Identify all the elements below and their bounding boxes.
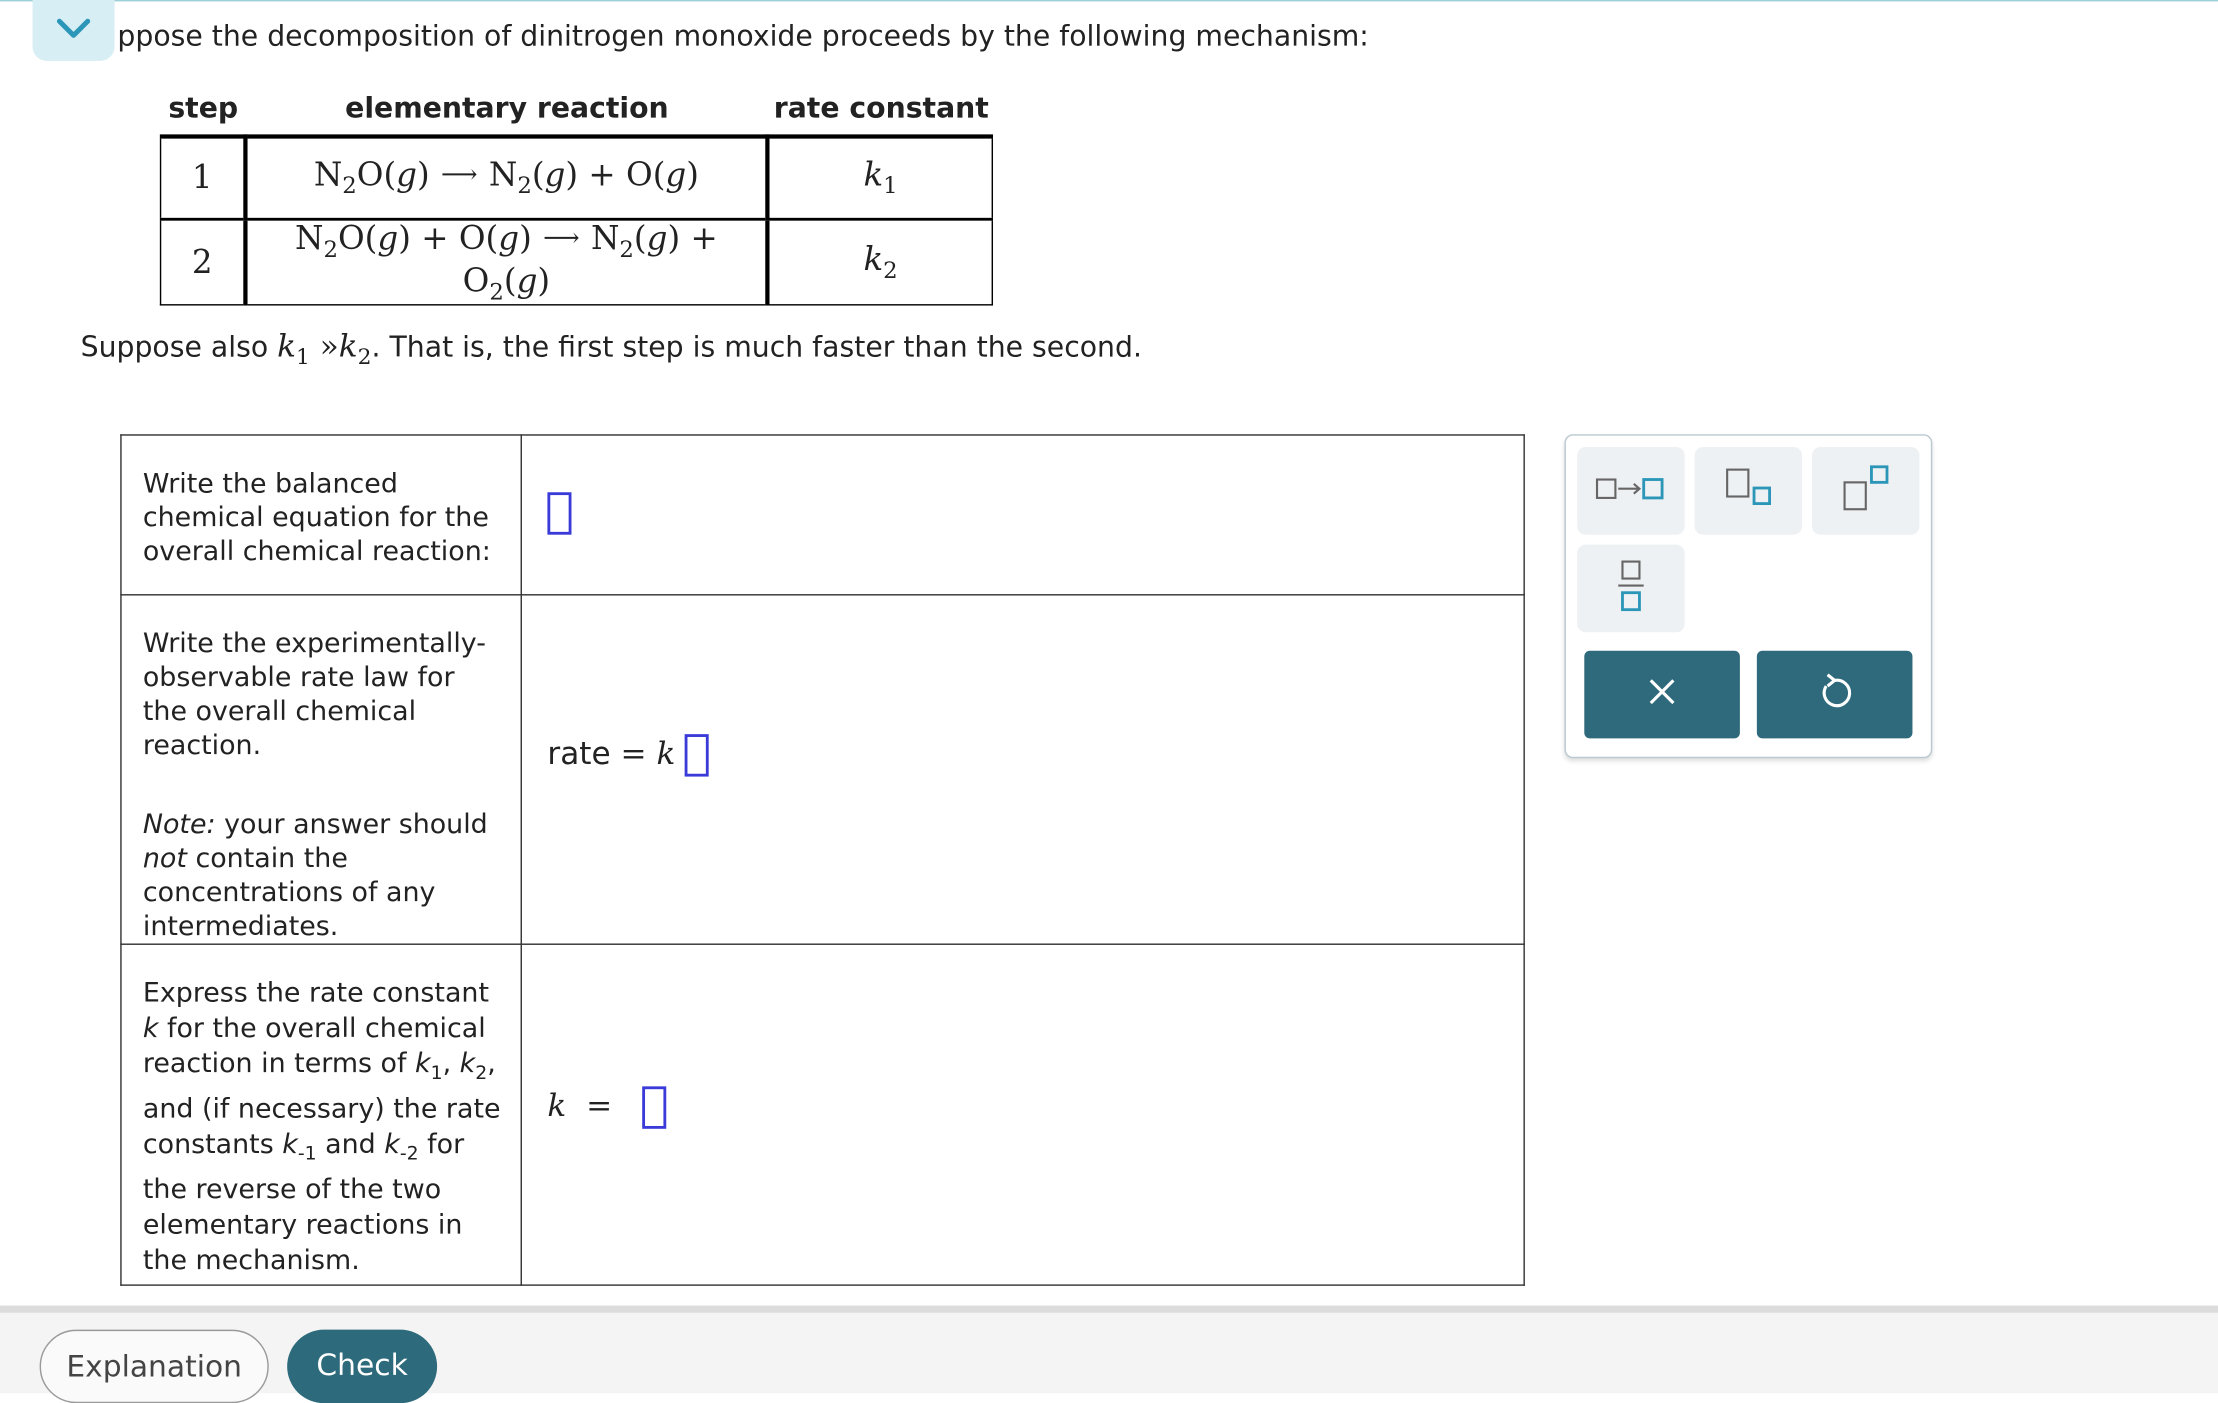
header-elementary-reaction: elementary reaction (345, 90, 669, 125)
rate-constant-k1: $k_1$ (767, 137, 992, 220)
top-border (0, 0, 2218, 1)
undo-icon (1757, 651, 1913, 739)
arrow-template-icon (1577, 447, 1685, 535)
fraction-template-icon (1577, 545, 1685, 633)
question-3-prompt: Express the rate constant k for the overall chemical reaction in terms of $k_1$, $k_2$, and (if necessary) the rate constants $k_{-1}$ and $k_{-2}$ for the reverse of the two elementary reactions in the mechanism. (121, 944, 521, 1285)
math-tool-palette (1564, 434, 1932, 758)
mechanism-row (161, 137, 993, 220)
superscript-template-button[interactable] (1812, 447, 1920, 535)
arrow-template-button[interactable] (1577, 447, 1685, 535)
header-rate-constant: rate constant (773, 90, 989, 125)
answer-box-rate-law[interactable] (685, 734, 709, 776)
fraction-template-button[interactable] (1577, 545, 1685, 633)
explanation-button[interactable]: Explanation (40, 1330, 269, 1403)
question-1-prompt: Write the balanced chemical equation for the overall chemical reaction: (121, 435, 521, 595)
header-step: step (168, 90, 239, 125)
question-2-prompt: Write the experimentally-observable rate law for the overall chemical reaction. Note: your answer should not contain the concentrations of any intermediates. (121, 595, 521, 944)
superscript-template-icon (1812, 447, 1920, 535)
clear-icon (1584, 651, 1740, 739)
check-button[interactable]: Check (287, 1330, 437, 1403)
reaction-step-1: $N_2O(g)$ ⟶ $N_2(g) + O(g)$ (245, 137, 767, 220)
mechanism-table (160, 134, 993, 305)
chevron-down-icon (55, 17, 92, 42)
answer-box-equation[interactable] (547, 492, 571, 534)
answer-box-rate-constant[interactable] (642, 1086, 666, 1128)
subscript-template-button[interactable] (1695, 447, 1803, 535)
collapse-button[interactable] (33, 0, 115, 61)
question-2-answer: rate = k (521, 595, 1524, 944)
assumption-text: Suppose also $k_1$ $»k_2$. That is, the first step is much faster than the second. (80, 329, 1142, 370)
rate-constant-k2: $k_2$ (767, 219, 992, 305)
intro-text: ppose the decomposition of dinitrogen monoxide proceeds by the following mechanism: (117, 18, 1369, 53)
question-3-answer: k = (521, 944, 1524, 1285)
step-number: 2 (161, 219, 246, 305)
undo-button[interactable] (1757, 651, 1913, 739)
question-1-answer (521, 435, 1524, 595)
question-table (120, 434, 1525, 1286)
reaction-step-2: $N_2O(g) + O(g)$ ⟶ $N_2(g) + O_2(g)$ (245, 219, 767, 305)
subscript-template-icon (1695, 447, 1803, 535)
clear-button[interactable] (1584, 651, 1740, 739)
mechanism-row (161, 219, 993, 305)
step-number: 1 (161, 137, 246, 220)
